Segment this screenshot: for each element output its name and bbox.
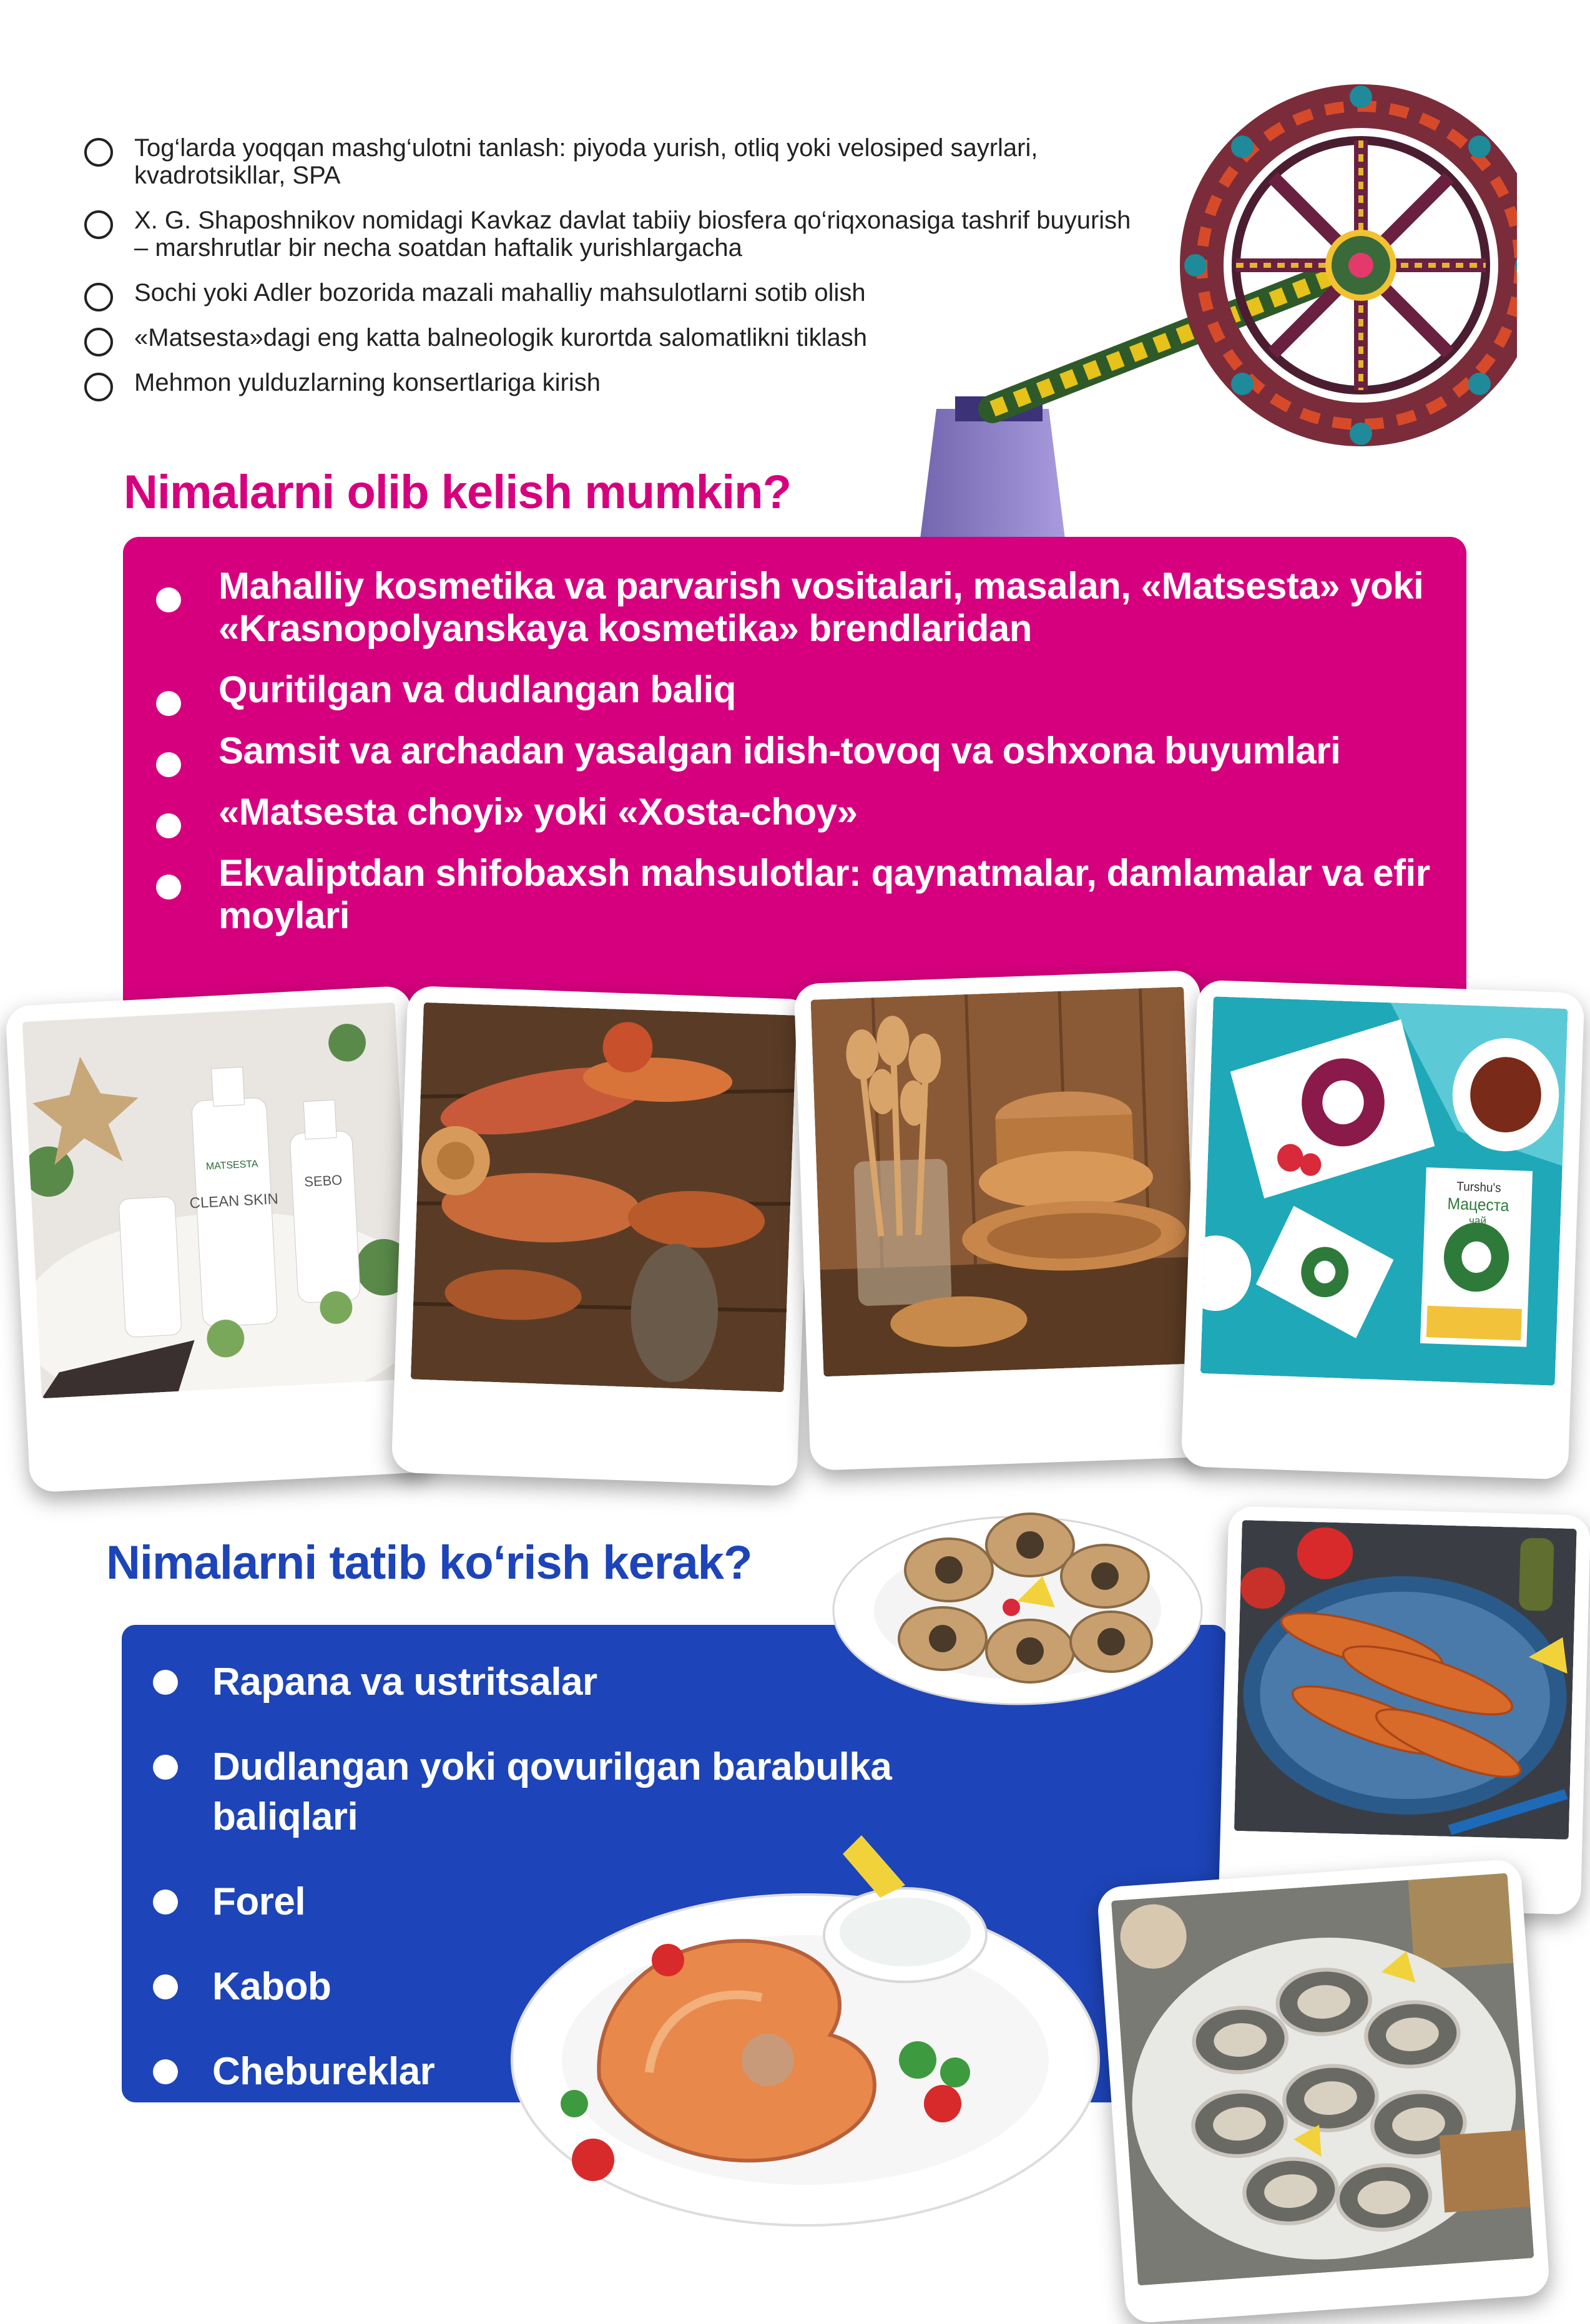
cosmetics-photo xyxy=(22,1003,415,1398)
activities-checklist xyxy=(84,134,1146,414)
list-item: «Matsesta choyi» yoki «Xosta-choy» xyxy=(156,791,1442,833)
list-item: Mahalliy kosmetika va parvarish vositalari, masalan, «Matsesta» yoki «Krasnopolyanskaya kosmetika» brendlaridan xyxy=(156,565,1442,650)
oysters-photo xyxy=(1111,1873,1534,2286)
circle-bullet-icon xyxy=(84,373,113,401)
list-item: Samsit va archadan yasalgan idish-tovoq va oshxona buyumlari xyxy=(156,730,1442,772)
circle-bullet-icon xyxy=(84,210,113,239)
cosmetics-brand-label: MATSESTA xyxy=(205,1158,258,1172)
bullet-dot-icon xyxy=(153,1670,178,1695)
sebo-label: SEBO xyxy=(303,1172,343,1190)
fried-fish-photo xyxy=(1234,1520,1577,1840)
activity-item: X. G. Shaposhnikov nomidagi Kavkaz davlat tabiiy biosfera qo‘riqxonasiga tashrif buyurish – marshrutlar bir necha soatdan haftalik yurishlargacha xyxy=(84,207,1146,262)
clean-skin-label: CLEAN SKIN xyxy=(189,1190,279,1212)
dried-fish-photo-card xyxy=(391,986,814,1486)
tea-sub-label: чай xyxy=(1468,1213,1487,1228)
list-item: Kabob xyxy=(153,1962,902,2012)
souvenirs-list xyxy=(156,565,1442,956)
tea-brand-label: Turshu's xyxy=(1456,1179,1501,1195)
list-item: Forel xyxy=(153,1877,902,1927)
activity-item: Sochi yoki Adler bozorida mazali mahalliy mahsulotlarni sotib olish xyxy=(84,279,1146,306)
circle-bullet-icon xyxy=(84,328,113,356)
list-item: Rapana va ustritsalar xyxy=(153,1657,902,1707)
bullet-dot-icon xyxy=(153,1755,178,1780)
bullet-dot-icon xyxy=(153,1974,178,1999)
tea-photo xyxy=(1200,996,1568,1385)
list-item: Chebureklar xyxy=(153,2047,902,2097)
activity-item: Mehmon yulduzlarning konsertlariga kirish xyxy=(84,369,1146,396)
list-item: Ekvaliptdan shifobaxsh mahsulotlar: qaynatmalar, damlamalar va efir moylari xyxy=(156,852,1442,937)
list-item: Quritilgan va dudlangan baliq xyxy=(156,669,1442,711)
salmon-plate-image xyxy=(506,1810,1117,2241)
souvenirs-heading: Nimalarni olib kelish mumkin? xyxy=(124,466,792,519)
bullet-dot-icon xyxy=(156,587,181,612)
bullet-dot-icon xyxy=(153,2059,178,2084)
bullet-dot-icon xyxy=(156,752,181,777)
rapana-plate-image xyxy=(830,1483,1205,1714)
bullet-dot-icon xyxy=(156,813,181,838)
circle-bullet-icon xyxy=(84,283,113,311)
activity-item: Tog‘larda yoqqan mashg‘ulotni tanlash: piyoda yurish, otliq yoki velosiped sayrlari, kvadrotsikllar, SPA xyxy=(84,134,1146,189)
dried-fish-photo xyxy=(411,1003,797,1393)
activity-item: «Matsesta»dagi eng katta balneologik kurortda salomatlikni tiklash xyxy=(84,324,1146,351)
fried-fish-photo-card xyxy=(1219,1506,1590,1915)
wooden-dishes-photo xyxy=(810,987,1197,1377)
tea-name-label: Мацеста xyxy=(1447,1195,1509,1215)
wooden-dishes-photo-card xyxy=(794,970,1217,1471)
oysters-photo-card xyxy=(1096,1858,1550,2324)
circle-bullet-icon xyxy=(84,138,113,167)
bullet-dot-icon xyxy=(156,875,181,900)
food-heading: Nimalarni tatib ko‘rish kerak? xyxy=(106,1536,752,1589)
list-item: Dudlangan yoki qovurilgan barabulka baliqlari xyxy=(153,1742,902,1842)
bullet-dot-icon xyxy=(156,691,181,716)
cosmetics-photo-card xyxy=(5,986,436,1493)
tea-photo-card xyxy=(1181,979,1585,1479)
bullet-dot-icon xyxy=(153,1890,178,1915)
